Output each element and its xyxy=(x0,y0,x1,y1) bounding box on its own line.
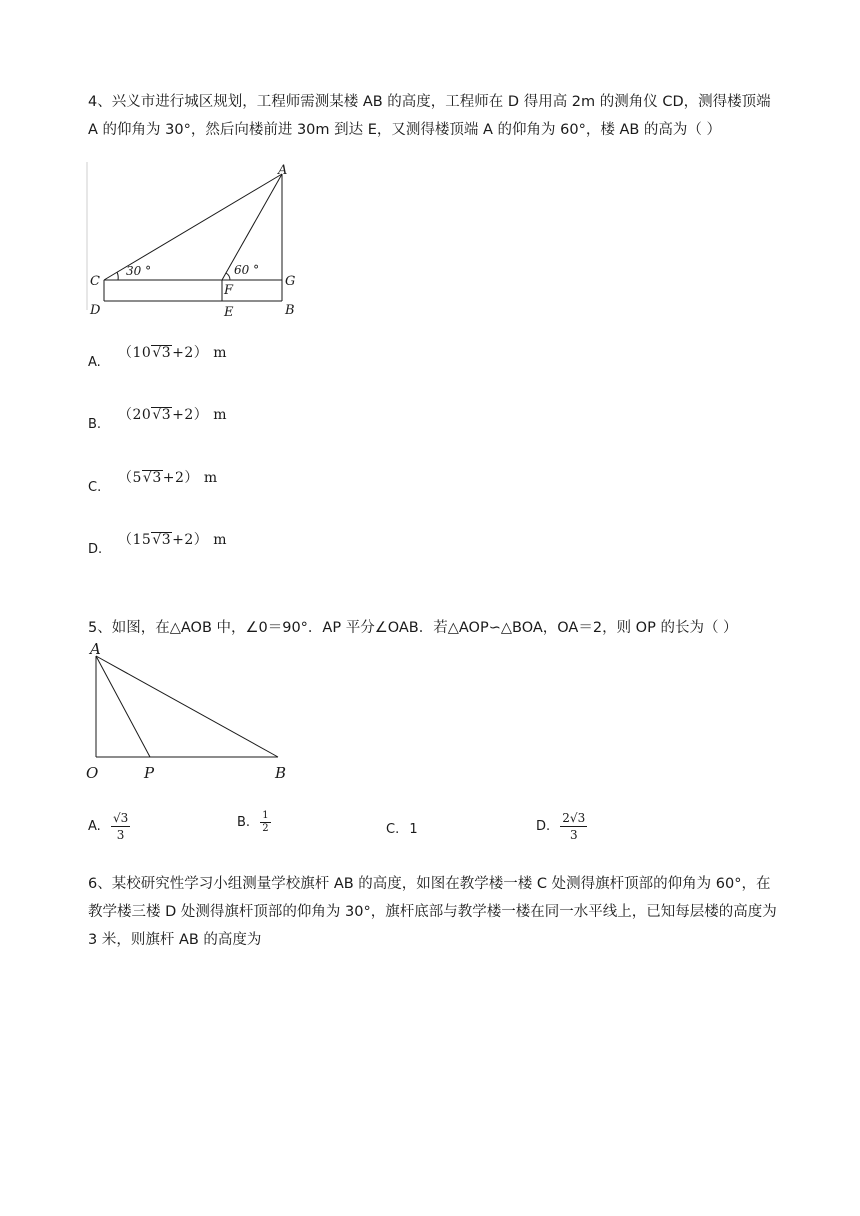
option-letter: B. xyxy=(88,416,102,432)
q4-option-d[interactable] xyxy=(88,532,228,559)
label-P: P xyxy=(144,764,155,782)
option-fraction: $\frac{1}{2}$ xyxy=(262,810,269,834)
q5-option-c[interactable] xyxy=(386,822,418,837)
label-B: B xyxy=(285,303,295,318)
label-B: B xyxy=(275,764,287,782)
label-C: C xyxy=(90,274,100,289)
label-D: D xyxy=(90,303,101,318)
q5-option-a[interactable] xyxy=(88,810,130,843)
option-value: 1 xyxy=(409,822,418,837)
q5-option-b[interactable] xyxy=(237,810,271,835)
label-A: A xyxy=(90,640,101,658)
label-G: G xyxy=(285,274,296,289)
question-4-figure xyxy=(86,160,306,324)
option-fraction: $\frac{2√3}{3}$ xyxy=(562,811,586,842)
q4-option-a[interactable] xyxy=(88,345,228,372)
label-O: O xyxy=(86,764,99,782)
option-letter: B. xyxy=(237,815,251,830)
option-letter: C. xyxy=(88,479,102,495)
q4-option-c[interactable] xyxy=(88,470,218,497)
angle-60-label: 60 ° xyxy=(234,263,260,277)
question-6-text: 6、某校研究性学习小组测量学校旗杆 AB 的高度，如图在教学楼一楼 C 处测得旗杆顶部的仰角为 60°，在教学楼三楼 D 处测得旗杆顶部的仰角为 30°，旗杆底部与教学楼一楼在同一水平线上，已知每层楼的高度为 3 米，则旗杆 AB 的高度为 xyxy=(88,876,777,948)
question-5-text: 5、如图，在△AOB 中，∠0＝90°．AP 平分∠OAB．若△AOP∽△BOA，OA＝2，则 OP 的长为（ ） xyxy=(88,620,738,636)
angle-30-label: 30 ° xyxy=(126,264,152,278)
elevation-diagram xyxy=(86,160,306,320)
option-value: （15√3+2） m xyxy=(118,532,228,548)
option-value: （10√3+2） m xyxy=(118,345,228,361)
option-letter: C. xyxy=(386,822,400,837)
q4-option-b[interactable] xyxy=(88,407,228,434)
q5-option-d[interactable] xyxy=(536,810,587,843)
option-letter: A. xyxy=(88,819,101,834)
question-4-text: 4、兴义市进行城区规划，工程师需测某楼 AB 的高度，工程师在 D 得用高 2m 的测角仪 CD，测得楼顶端 A 的仰角为 30°，然后向楼前进 30m 到达 E，又测得楼顶端 A 的仰角为 60°，楼 AB 的高为（ ） xyxy=(88,94,771,138)
label-A: A xyxy=(278,163,288,178)
option-value: （20√3+2） m xyxy=(118,407,228,423)
option-letter: D. xyxy=(88,541,103,557)
option-letter: D. xyxy=(536,819,551,834)
label-F: F xyxy=(224,283,234,298)
option-fraction: $\frac{√3}{3}$ xyxy=(112,811,129,842)
option-value: （5√3+2） m xyxy=(118,470,218,486)
triangle-diagram xyxy=(86,636,296,786)
question-5-figure xyxy=(86,636,296,790)
label-E: E xyxy=(224,305,234,320)
option-letter: A. xyxy=(88,354,101,370)
